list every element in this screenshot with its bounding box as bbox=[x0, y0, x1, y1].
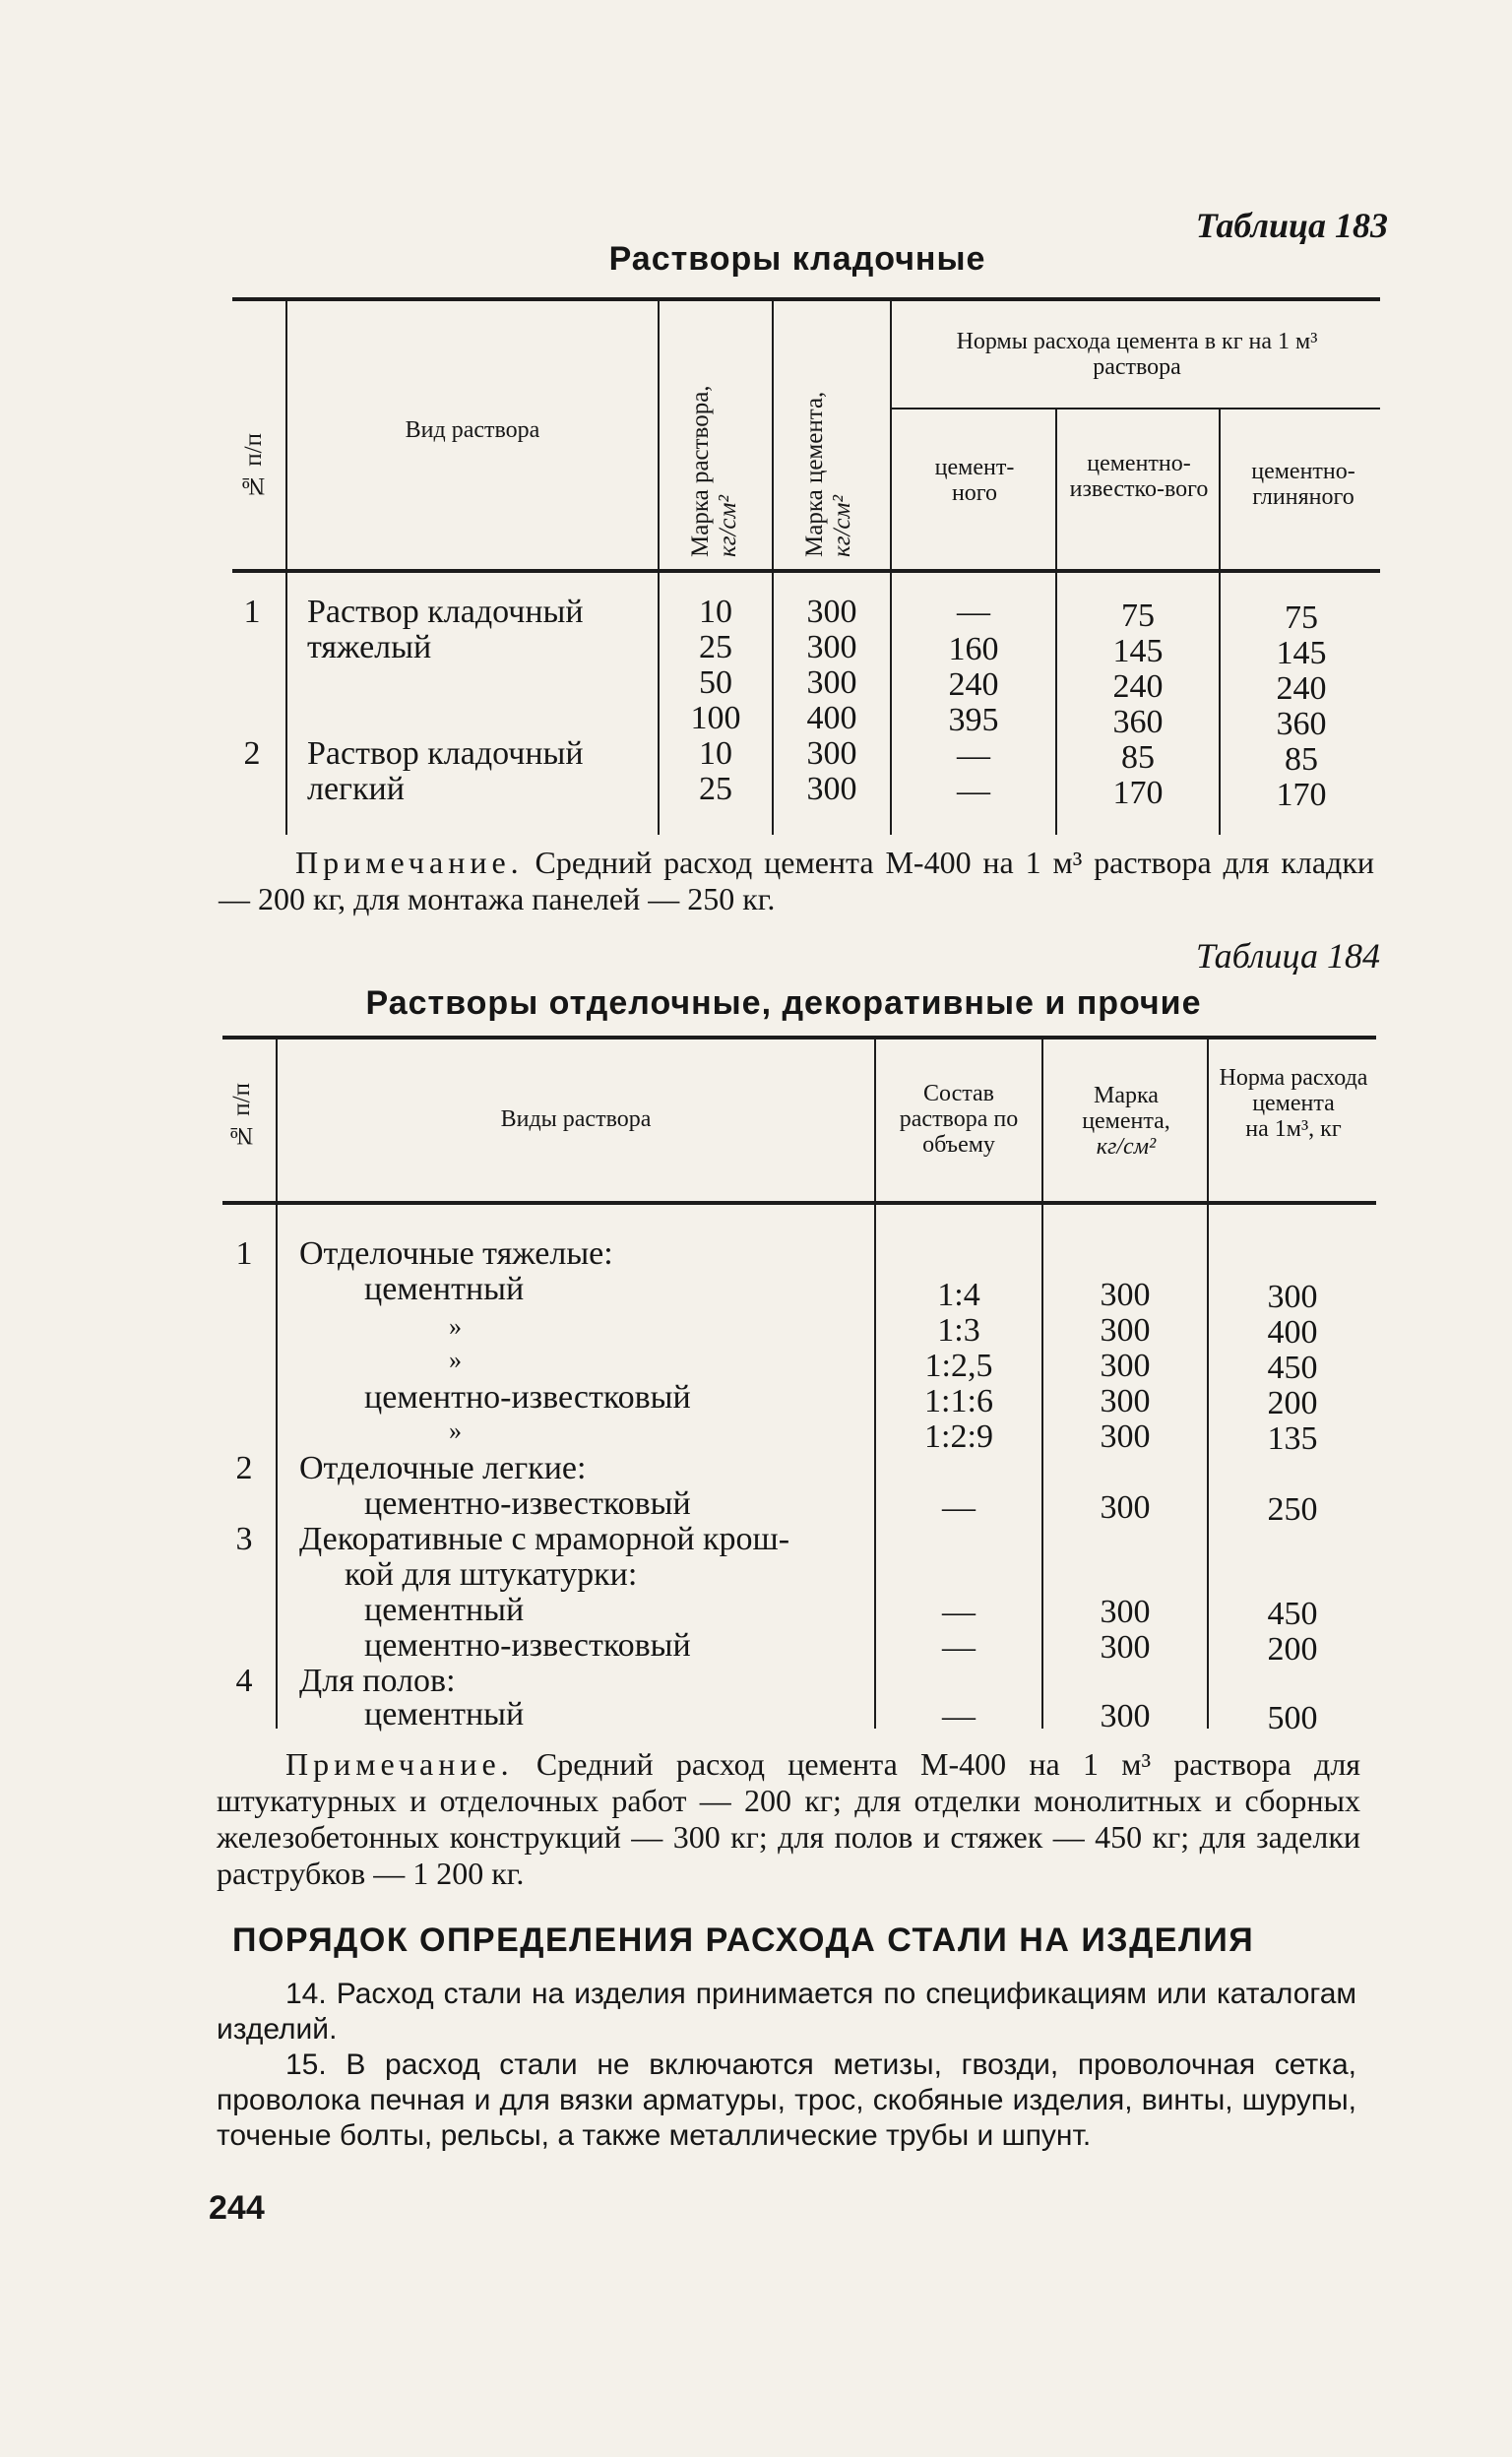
table-184-number: Таблица 184 bbox=[1195, 936, 1380, 976]
header-num: № п/п bbox=[240, 433, 267, 499]
section-heading: ПОРЯДОК ОПРЕДЕЛЕНИЯ РАСХОДА СТАЛИ НА ИЗДЕЛИЯ bbox=[232, 1922, 1255, 1959]
paragraph-15: 15. В расход стали не включаются метизы, гвозди, проволочная сетка, проволока печная и для вязки арматуры, трос, скобяные изделия, винты, шурупы, точеные болты, рельсы, а также металлические трубы и шпунт. bbox=[217, 2048, 1356, 2152]
header-kinds: Виды раствора bbox=[500, 1106, 652, 1132]
header-norms: Нормы расхода цемента в кг на 1 м³ раствора bbox=[956, 329, 1318, 380]
table-184-note: Примечание. Средний расход цемента М-400 на 1 м³ раствора для штукатурных и отделочных работ — 200 кг; для отделки монолитных и сборных железобетонных конструкций — 300 кг; для полов и стяжек — 450 кг; для заделки раструбков — 1 200 кг. bbox=[217, 1746, 1361, 1891]
header-mortar-grade: Марка раствора, кг/см² bbox=[687, 385, 741, 557]
header-cement-clay: цементно-глиняного bbox=[1251, 459, 1355, 510]
header-norm: Норма расхода цемента на 1м³, кг bbox=[1219, 1065, 1368, 1142]
table-183-note: Примечание. Средний расход цемента М-400 на 1 м³ раствора для кладки — 200 кг, для монтажа панелей — 250 кг. bbox=[219, 845, 1375, 916]
table-184-title: Растворы отделочные, декоративные и прочие bbox=[365, 984, 1202, 1022]
header-cement-lime: цементно-известко-вого bbox=[1069, 451, 1209, 502]
header-kind: Вид раствора bbox=[405, 417, 540, 443]
header-cement: цемент-ного bbox=[934, 455, 1015, 506]
header-composition: Состав раствора по объему bbox=[899, 1081, 1019, 1158]
table-183-number: Таблица 183 bbox=[1195, 206, 1388, 245]
paragraph-14: 14. Расход стали на изделия принимается по спецификациям или каталогам изделий. bbox=[217, 1978, 1356, 2046]
header-num: № п/п bbox=[228, 1083, 255, 1149]
page-number: 244 bbox=[209, 2189, 265, 2227]
header-cement-grade: Марка цемента, кг/см² bbox=[1082, 1083, 1170, 1160]
header-cement-grade: Марка цемента, кг/см² bbox=[801, 391, 855, 557]
table-183-title: Растворы кладочные bbox=[608, 240, 986, 278]
